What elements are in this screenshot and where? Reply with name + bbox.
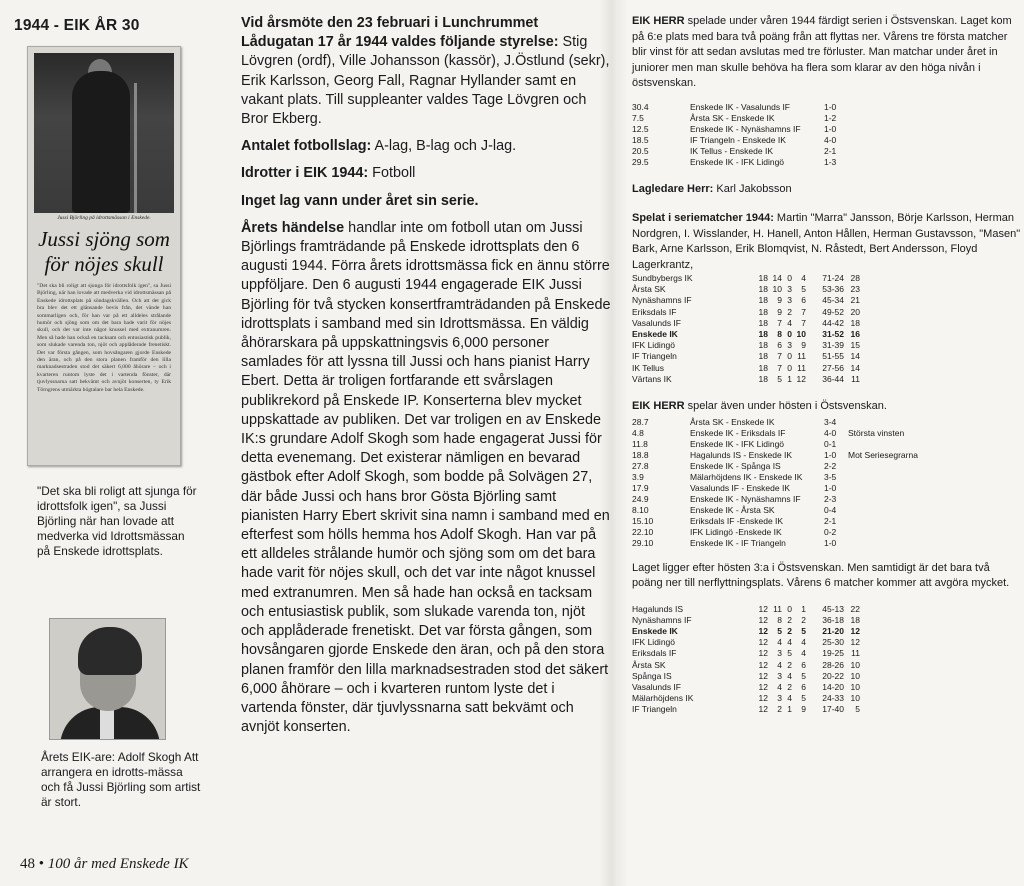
losses: 12 — [796, 373, 806, 384]
points: 18 — [850, 614, 860, 625]
match-date: 20.5 — [632, 145, 649, 156]
draws: 0 — [787, 351, 792, 362]
match-score: 3-4 — [824, 416, 837, 427]
match-note — [848, 461, 968, 472]
draws: 0 — [787, 603, 792, 614]
wins: 3 — [777, 648, 782, 659]
meeting-lead: Vid årsmöte den 23 februari i Lunchrummet Lådugatan 17 år 1944 valdes följande styrelse: — [241, 15, 559, 51]
match-row — [632, 527, 968, 538]
match-note — [848, 483, 968, 494]
newspaper-clipping — [27, 46, 181, 466]
draws: 2 — [787, 625, 792, 636]
played: 18 — [758, 306, 768, 317]
goals: 51-55 — [822, 351, 844, 362]
match-note — [848, 439, 968, 450]
match-note — [848, 417, 968, 428]
clipping-headline — [34, 227, 174, 277]
standings-row — [632, 693, 860, 704]
match-row — [632, 157, 854, 168]
team-name: Nynäshamns IF — [632, 295, 692, 306]
team-name: Enskede IK — [632, 625, 678, 636]
wins: 6 — [777, 340, 782, 351]
match-teams: Hagalunds IS - Enskede IK — [690, 449, 793, 460]
match-date: 27.8 — [632, 460, 649, 471]
goals: 25-30 — [822, 637, 844, 648]
played: 18 — [758, 317, 768, 328]
points: 20 — [850, 306, 860, 317]
losses: 11 — [797, 351, 806, 362]
footer-bullet: • — [38, 856, 45, 872]
points: 10 — [850, 659, 860, 670]
match-date: 29.10 — [632, 537, 654, 548]
losses: 7 — [801, 306, 806, 317]
match-date: 28.7 — [632, 416, 649, 427]
draws: 0 — [787, 329, 792, 340]
draws: 1 — [787, 373, 792, 384]
clipping-photo — [34, 53, 174, 213]
match-date: 3.9 — [632, 471, 644, 482]
page-number: 48 — [20, 856, 35, 872]
losses: 4 — [801, 637, 806, 648]
points: 11 — [851, 648, 860, 659]
goals: 49-52 — [822, 306, 844, 317]
match-teams: Enskede IK - IFK Lidingö — [690, 438, 785, 449]
wins: 3 — [777, 670, 782, 681]
played: 18 — [758, 351, 768, 362]
played: 18 — [758, 329, 768, 340]
match-teams: Enskede IK - Eriksdals IF — [690, 427, 786, 438]
match-date: 24.9 — [632, 493, 649, 504]
team-name: Spånga IS — [632, 670, 672, 681]
played: 12 — [758, 637, 768, 648]
points: 11 — [851, 373, 860, 384]
autumn-text: spelar även under hösten i Östsvenskan. — [684, 400, 887, 413]
match-note — [848, 472, 968, 483]
goals: 36-44 — [822, 373, 844, 384]
leader-lead: Lagledare Herr: — [632, 182, 714, 195]
event-story: handlar inte om fotboll utan om Jussi Björlings framträdande på Enskede idrottsplats den 6 augusti 1944. Förra årets idrottsmässa fick en ännu större uppföljare. Den 6 augusti 1944 engagerade EIK Jussi Björling för två stycken konsertframträdanden på Enskede idrottsplats i samband med sin Idrottsmässa. En väldig åhörarskara på uppskattningsvis 6,000 personer samlades för att lyssna till Jussi och hans pianist Harry Ebert. Detta är troligen fortfarande ett svårslagen publikrekord på Enskede IP. Konserterna blev mycket uppskattade av publiken. Det var troligen en av Enskede IK:s grundare Adolf Skogh som hade engagerat Jussi för detta evenemang. Det existerar nämligen en bevarad gästbok efter Adolf Skogh, som bodde på Solvägen 27, där både Jussi och hans bror Gösta Björling samt pianisten Harry Ebert skrivit sina namn i samband med en efterfest som hölls hemma hos Adolf Skogh. Han var på ett alldeles strålande humör och sjöng som om det bara hade varit för nöjes skull, och det var inte något knussel med extranumren. Men så hade han också en tacksam och entusiastisk publik, som slukade varenda ton, njöt och applåderade frenetiskt. Det var första gången, som hovsångaren gjorde Enskede den äran, och på den stora planen framför den lilla marknadsestraden stod det säkert 6,000 åhörare – och i kvarteren runtom lyste det i vartenda fönster, där tjuvlyssnarna satt bekvämt och avnjöt konserten. — [241, 219, 611, 736]
match-score: 2-1 — [824, 515, 837, 526]
goals: 44-42 — [822, 317, 844, 328]
match-teams: Eriksdals IF -Enskede IK — [690, 515, 784, 526]
team-name: IF Triangeln — [632, 351, 677, 362]
match-teams: Mälarhöjdens IK - Enskede IK — [690, 471, 803, 482]
draws: 4 — [787, 670, 792, 681]
team-name: Nynäshamns IF — [632, 614, 692, 625]
goals: 19-25 — [822, 648, 844, 659]
match-score: 2-1 — [824, 145, 837, 156]
match-score: 1-0 — [824, 101, 837, 112]
played: 12 — [758, 693, 768, 704]
match-date: 15.10 — [632, 515, 654, 526]
none-won-paragraph: Inget lag vann under året sin serie. — [241, 192, 479, 209]
standings-row — [632, 351, 860, 362]
clipping-headline-line2: för nöjes skull — [44, 252, 164, 276]
losses: 10 — [796, 329, 806, 340]
losses: 2 — [801, 614, 806, 625]
draws: 3 — [787, 284, 792, 295]
points: 5 — [855, 704, 860, 715]
losses: 1 — [801, 603, 806, 614]
page-footer — [20, 856, 189, 873]
standings-row — [632, 648, 860, 659]
team-name: Vasalunds IF — [632, 317, 681, 328]
team-name: Årsta SK — [632, 659, 666, 670]
team-name: IK Tellus — [632, 362, 664, 373]
match-row — [632, 494, 968, 505]
event-lead: Årets händelse — [241, 219, 345, 236]
match-row — [632, 538, 968, 549]
wins: 9 — [777, 295, 782, 306]
standings-row — [632, 273, 860, 284]
points: 10 — [850, 693, 860, 704]
wins: 4 — [777, 681, 782, 692]
match-row — [632, 483, 968, 494]
wins: 5 — [777, 625, 782, 636]
players-text: Martin "Marra" Jansson, Börje Karlsson, Herman Nordgren, I. Wisslander, H. Hanell, Anton Hållen, Herman Gustavsson, "Masen" Bark, Arne Karlsson, Erik Blomqvist, N. Råstedt, Bert Andersson, Floyd Lagerkrantz, — [632, 212, 1021, 271]
match-date: 11.8 — [632, 438, 648, 449]
match-note: Mot Seriesegrarna — [848, 449, 918, 460]
teams-paragraph — [241, 137, 611, 156]
wins: 7 — [777, 317, 782, 328]
wins: 4 — [777, 659, 782, 670]
draws: 0 — [787, 273, 792, 283]
match-score: 0-1 — [824, 438, 837, 449]
autumn-standings-table — [632, 604, 860, 716]
standings-row — [632, 307, 860, 318]
meeting-paragraph — [241, 14, 611, 129]
wins: 2 — [777, 704, 782, 715]
points: 12 — [850, 625, 860, 636]
standings-row — [632, 374, 860, 385]
sports-text: Fotboll — [368, 165, 416, 182]
points: 16 — [850, 329, 860, 340]
clipping-article-text: "Det ska bli roligt att sjunga för idrottsfolk igen", sa Jussi Björling, när han lovade att medverka vid idrottsmässan på Enskede idrottsplats på söndagskvällen. Och att det gick bra blev det ett glänsande bevis från, det vände han sommarligen och, för han var på ett alldeles strålande humör och sjöng som om det bara hade varit för nöjes skull, och det var inte något knussel med extranumren. Men så hade han också en tacksam och entusiastisk publik, som slukade varenda ton, njöt och applåderade frenetiskt. Det var första gången, som hovsångaren gjorde Enskede den äran, och på den stora planen framför den lilla marknadsestraden stod det säkert 6,000 åhörare – och i kvarteren runtom lyste det i vartenda fönster, där tjuvlyssnarna satt bekvämt och avnjöt konserten, ty Erik Törngrens utmärkta högtalare bar hela Enskede. — [37, 283, 171, 393]
match-row — [632, 505, 968, 516]
match-date: 17.9 — [632, 482, 649, 493]
match-score: 1-0 — [824, 537, 837, 548]
portrait-shirt — [100, 707, 114, 739]
spring-lead: EIK HERR — [632, 15, 685, 27]
losses: 5 — [801, 625, 806, 636]
match-teams: Enskede IK - Årsta SK — [690, 504, 775, 515]
goals: 45-34 — [822, 295, 844, 306]
leader-name: Karl Jakobsson — [713, 182, 792, 195]
team-name: IFK Lidingö — [632, 637, 675, 648]
played: 12 — [758, 648, 768, 659]
match-date: 12.5 — [632, 123, 649, 134]
match-row — [632, 135, 854, 146]
players-paragraph — [632, 211, 1022, 273]
match-row — [632, 516, 968, 527]
match-teams: Enskede IK - Nynäshamns IF — [690, 493, 801, 504]
match-teams: Vasalunds IF - Enskede IK — [690, 482, 791, 493]
match-row — [632, 113, 854, 124]
standings-row — [632, 329, 860, 340]
played: 18 — [758, 273, 768, 283]
losses: 5 — [801, 284, 806, 295]
match-date: 7.5 — [632, 112, 644, 123]
goals: 31-52 — [822, 329, 844, 340]
match-score: 0-2 — [824, 526, 837, 537]
match-score: 4-0 — [824, 134, 837, 145]
clipping-headline-line1: Jussi sjöng som — [38, 227, 170, 251]
match-teams: Enskede IK - Spånga IS — [690, 460, 781, 471]
players-lead: Spelat i seriematcher 1944: — [632, 212, 774, 224]
autumn-summary: Laget ligger efter hösten 3:a i Östsvenskan. Men samtidigt är det bara två poäng ner till nerflyttningsplats. Vårens 6 matcher kommer att avgöra mycket. — [632, 561, 1010, 590]
wins: 9 — [777, 306, 782, 317]
leader-paragraph — [632, 182, 1022, 198]
match-teams: IF Triangeln - Enskede IK — [690, 134, 786, 145]
portrait-hair — [78, 627, 142, 675]
microphone-stand — [134, 83, 137, 213]
match-row — [632, 461, 968, 472]
draws: 2 — [787, 681, 792, 692]
match-teams: Årsta SK - Enskede IK — [690, 112, 775, 123]
event-paragraph — [241, 219, 611, 737]
team-name: Värtans IK — [632, 373, 672, 384]
played: 12 — [758, 704, 768, 715]
match-row — [632, 124, 854, 135]
goals: 21-20 — [822, 625, 844, 636]
draws: 3 — [787, 295, 792, 306]
match-score: 3-5 — [824, 471, 837, 482]
match-score: 1-0 — [824, 123, 837, 134]
clipping-caption: "Det ska bli roligt att sjunga för idrottsfolk igen", sa Jussi Björling när han lovade att medverka vid Idrottsmässan på Enskede idrottsplats. — [37, 484, 197, 558]
draws: 3 — [787, 340, 792, 351]
match-teams: Enskede IK - IFK Lidingö — [690, 156, 785, 167]
draws: 1 — [787, 704, 792, 715]
goals: 27-56 — [822, 362, 844, 373]
goals: 17-40 — [822, 704, 844, 715]
singer-figure — [72, 71, 130, 213]
match-score: 0-4 — [824, 504, 837, 515]
match-score: 1-2 — [824, 112, 837, 123]
team-name: Enskede IK — [632, 329, 678, 340]
losses: 6 — [801, 659, 806, 670]
played: 18 — [758, 284, 768, 295]
wins: 8 — [777, 329, 782, 340]
points: 21 — [850, 295, 860, 306]
wins: 8 — [777, 614, 782, 625]
match-score: 2-3 — [824, 493, 837, 504]
match-teams: Enskede IK - Nynäshamns IF — [690, 123, 801, 134]
match-note — [848, 527, 968, 538]
points: 28 — [850, 273, 860, 283]
page-heading: 1944 - EIK ÅR 30 — [14, 17, 140, 34]
goals: 14-20 — [822, 681, 844, 692]
played: 12 — [758, 614, 768, 625]
clipping-photo-caption: Jussi Björling på idrottsmässan i Enskede. — [57, 215, 151, 221]
standings-row — [632, 284, 860, 295]
match-date: 29.5 — [632, 156, 649, 167]
standings-row — [632, 615, 860, 626]
wins: 10 — [772, 284, 782, 295]
goals: 24-33 — [822, 693, 844, 704]
autumn-lead: EIK HERR — [632, 400, 685, 413]
wins: 5 — [777, 373, 782, 384]
losses: 7 — [801, 317, 806, 328]
match-row — [632, 428, 968, 439]
wins: 11 — [773, 603, 782, 614]
losses: 4 — [801, 648, 806, 659]
losses: 6 — [801, 295, 806, 306]
points: 14 — [850, 351, 860, 362]
portrait-caption: Årets EIK-are: Adolf Skogh Att arrangera en idrotts-mässa och få Jussi Björling som artist är stort. — [41, 750, 201, 809]
team-name: Årsta SK — [632, 284, 666, 295]
played: 18 — [758, 295, 768, 306]
portrait-adolf-skogh — [49, 618, 166, 740]
match-note — [848, 505, 968, 516]
losses: 6 — [801, 681, 806, 692]
standings-row — [632, 704, 860, 715]
team-name: IF Triangeln — [632, 704, 677, 715]
match-score: 1-0 — [824, 482, 837, 493]
played: 18 — [758, 373, 768, 384]
points: 15 — [850, 340, 860, 351]
losses: 11 — [797, 362, 806, 373]
match-date: 22.10 — [632, 526, 654, 537]
match-date: 4.8 — [632, 427, 644, 438]
points: 14 — [850, 362, 860, 373]
points: 12 — [850, 637, 860, 648]
goals: 31-39 — [822, 340, 844, 351]
standings-row — [632, 604, 860, 615]
goals: 20-22 — [822, 670, 844, 681]
standings-row — [632, 340, 860, 351]
match-score: 1-3 — [824, 156, 837, 167]
teams-lead: Antalet fotbollslag: — [241, 138, 372, 155]
match-note — [848, 494, 968, 505]
match-date: 18.8 — [632, 449, 649, 460]
losses: 5 — [801, 693, 806, 704]
points: 10 — [850, 681, 860, 692]
goals: 36-18 — [822, 614, 844, 625]
book-title: 100 år med Enskede IK — [47, 856, 189, 872]
played: 12 — [758, 659, 768, 670]
draws: 2 — [787, 659, 792, 670]
draws: 5 — [787, 648, 792, 659]
right-column — [632, 14, 1022, 716]
goals: 53-36 — [822, 284, 844, 295]
losses: 4 — [801, 273, 806, 283]
match-score: 2-2 — [824, 460, 837, 471]
wins: 7 — [777, 362, 782, 373]
team-name: Hagalunds IS — [632, 603, 684, 614]
draws: 4 — [787, 693, 792, 704]
points: 18 — [850, 317, 860, 328]
standings-row — [632, 637, 860, 648]
goals: 71-24 — [822, 273, 844, 283]
draws: 0 — [787, 362, 792, 373]
standings-row — [632, 671, 860, 682]
match-row — [632, 439, 968, 450]
autumn-results-table — [632, 417, 968, 549]
match-teams: Årsta SK - Enskede IK — [690, 416, 775, 427]
draws: 4 — [787, 637, 792, 648]
standings-row — [632, 318, 860, 329]
match-teams: IFK Lidingö -Enskede IK — [690, 526, 782, 537]
sports-lead: Idrotter i EIK 1944: — [241, 165, 369, 182]
standings-row — [632, 660, 860, 671]
played: 18 — [758, 362, 768, 373]
points: 22 — [850, 603, 860, 614]
match-date: 30.4 — [632, 101, 649, 112]
team-name: IFK Lidingö — [632, 340, 675, 351]
teams-text: A-lag, B-lag och J-lag. — [371, 138, 517, 155]
played: 12 — [758, 670, 768, 681]
match-teams: Enskede IK - Vasalunds IF — [690, 101, 791, 112]
standings-row — [632, 295, 860, 306]
match-row — [632, 472, 968, 483]
played: 12 — [758, 681, 768, 692]
match-score: 4-0 — [824, 427, 837, 438]
team-name: Eriksdals IF — [632, 306, 677, 317]
match-note — [848, 516, 968, 527]
match-note: Största vinsten — [848, 427, 905, 438]
spring-results-table — [632, 102, 854, 168]
standings-row — [632, 626, 860, 637]
spring-standings-table — [632, 273, 860, 385]
match-row — [632, 450, 968, 461]
team-name: Eriksdals IF — [632, 648, 677, 659]
spring-text: spelade under våren 1944 färdigt serien i Östsvenskan. Laget kom på 6:e plats med bara två poäng från att flyttas ner. Vårens tre första matcher blir vinst för att sedan avslutas med tre förluster. Man matchar under året in juniorer men man skulle behöva ha flera som klarar av den höga nivån i östsvenskan. — [632, 15, 1012, 89]
team-name: Sundbybergs IK — [632, 273, 693, 283]
match-date: 8.10 — [632, 504, 649, 515]
sports-paragraph — [241, 164, 611, 183]
standings-row — [632, 682, 860, 693]
draws: 4 — [787, 317, 792, 328]
match-teams: IK Tellus - Enskede IK — [690, 145, 773, 156]
played: 12 — [758, 625, 768, 636]
draws: 2 — [787, 614, 792, 625]
losses: 9 — [801, 340, 806, 351]
goals: 28-26 — [822, 659, 844, 670]
team-name: Vasalunds IF — [632, 681, 681, 692]
wins: 7 — [777, 351, 782, 362]
spring-paragraph — [632, 14, 1022, 92]
points: 10 — [850, 670, 860, 681]
losses: 9 — [801, 704, 806, 715]
meeting-text: Stig Lövgren (ordf), Ville Johansson (kassör), J.Östlund (sekr), Erik Karlsson, Georg Fall, Ragnar Hyllander samt en vakant plats. Till suppleanter valdes Tage Lövgren och Bror Ekberg. — [241, 34, 610, 128]
points: 23 — [850, 284, 860, 295]
wins: 4 — [777, 637, 782, 648]
match-row — [632, 417, 968, 428]
wins: 3 — [777, 693, 782, 704]
team-name: Mälarhöjdens IK — [632, 693, 694, 704]
standings-row — [632, 363, 860, 374]
match-row — [632, 102, 854, 113]
middle-column — [241, 14, 611, 745]
match-teams: Enskede IK - IF Triangeln — [690, 537, 786, 548]
match-date: 18.5 — [632, 134, 649, 145]
played: 12 — [758, 603, 768, 614]
wins: 14 — [772, 273, 782, 283]
match-row — [632, 146, 854, 157]
played: 18 — [758, 340, 768, 351]
match-score: 1-0 — [824, 449, 837, 460]
autumn-paragraph — [632, 399, 1022, 415]
match-note — [848, 538, 968, 549]
losses: 5 — [801, 670, 806, 681]
draws: 2 — [787, 306, 792, 317]
goals: 45-13 — [822, 603, 844, 614]
